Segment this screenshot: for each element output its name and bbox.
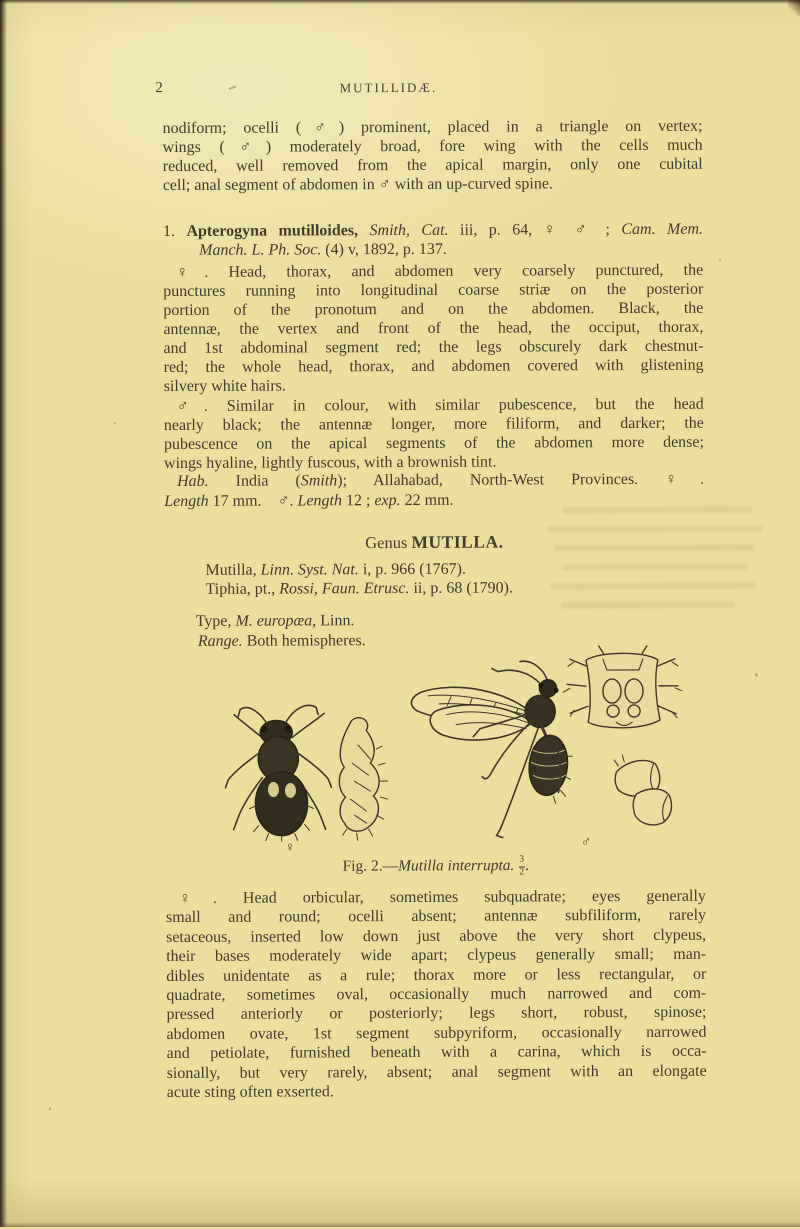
male-description [164, 395, 704, 473]
text-line: small and round; ocelli absent; antennæ subfiliform, rarely [165, 907, 707, 927]
bleed-through-line [562, 563, 747, 570]
text-line: and 1st abdominal segment red; the legs obscurely dark chestnut- [163, 337, 704, 358]
text-line: ♀. Head, thorax, and abdomen very coarsely punctured, the [176, 261, 704, 281]
text-line: ♀. Head orbicular, sometimes subquadrate; eyes generally [178, 887, 706, 907]
abdomen-segments-detail-illustration [614, 755, 671, 825]
figure-caption [166, 855, 706, 879]
caption-scale-fraction: $\frac{3}{2}$ [519, 854, 525, 877]
text-line: silvery white hairs. [163, 377, 286, 396]
synonymy-line: Tiphia, pt., Rossi, Faun. Etrusc. ii, p. 68 (1790). [205, 579, 514, 598]
species-heading [163, 220, 703, 260]
scan-edge-left [0, 0, 7, 1227]
figure-male-label: ♂ [580, 835, 592, 851]
synonymy-line: Mutilla, Linn. Syst. Nat. i, p. 966 (1767). [205, 560, 466, 579]
intro-paragraph [163, 117, 703, 195]
text-line: acute sting often exserted. [166, 1083, 334, 1102]
paper-speck [719, 259, 721, 261]
text-line: sionally, but very rarely, absent; anal segment with an elongate [166, 1062, 707, 1082]
type-line: Type, M. europæa, Linn. [195, 612, 355, 630]
female-lateral-illustration [339, 718, 388, 841]
female-dorsal-illustration [225, 705, 332, 842]
text-line: wings hyaline, lightly fuscous, with a brownish tint. [163, 453, 497, 473]
text-line: Hab. India (Smith); Allahabad, North-West Provinces. ♀. [177, 470, 705, 490]
scan-edge-top [0, 0, 800, 4]
scan-edge-bottom [0, 1222, 800, 1227]
caption-suffix: . [525, 856, 530, 874]
female-description [163, 261, 704, 396]
text-line: nodiform; ocelli (♂) prominent, placed in a triangle on vertex; [162, 117, 703, 138]
running-head-title: MUTILLIDÆ. [339, 79, 438, 96]
text-line: their bases moderately wide apart; clypeus generally small; man- [166, 945, 707, 966]
caption-species-name: Mutilla interrupta. [398, 857, 515, 875]
figure-female-label: ♀ [284, 840, 296, 856]
species-heading-line2: Manch. L. Ph. Soc. (4) v, 1892, p. 137. [199, 240, 447, 259]
caption-prefix: Fig. 2.— [342, 857, 399, 875]
text-line: setaceous, inserted low down just above the very short clypeus, [166, 926, 707, 946]
text-line: punctures running into longitudinal coarse striæ on the posterior [163, 280, 704, 301]
text-line: pubescence on the apical segments of the abdomen more dense; [163, 433, 704, 454]
paper-speck [49, 1108, 51, 1111]
text-line: Length 17 mm. ♂. Length 12 ; exp. 22 mm. [164, 491, 454, 511]
bleed-through-line [561, 602, 736, 609]
text-line: portion of the pronotum and on the abdomen. Black, the [163, 299, 704, 320]
species-heading-line1: 1. Apterogyna mutilloides, Smith, Cat. iii, p. 64, ♀ ♂ ; Cam. Mem. [162, 220, 704, 241]
text-line: pressed anteriorly or posteriorly; legs short, robust, spinose; [166, 1004, 707, 1024]
genus-description [166, 887, 707, 1103]
thorax-dorsal-detail-illustration [563, 646, 682, 728]
text-line: and petiolate, furnished beneath with a carina, which is occa- [166, 1042, 707, 1063]
page-number: 2 [155, 80, 163, 97]
range-line: Range. Both hemispheres. [197, 631, 366, 650]
paper-speck [114, 422, 116, 424]
bleed-through-line [547, 525, 762, 532]
genus-heading-prefix: Genus [365, 532, 412, 553]
male-winged-illustration [411, 661, 572, 838]
habitat-note [164, 470, 704, 512]
bleed-through-line [562, 506, 752, 513]
bleed-through-line [551, 582, 756, 589]
figure-engraving [208, 644, 689, 842]
scan-edge-corner [788, 0, 800, 16]
paper-speck [755, 673, 758, 676]
text-line: wings (♂) moderately broad, fore wing with the cells much [162, 136, 703, 157]
genus-name: MUTILLA. [411, 531, 504, 552]
text-line: nearly black; the antennæ longer, more filiform, and darker; the [163, 414, 704, 435]
text-line: ♂. Similar in colour, with similar pubescence, but the head [176, 395, 704, 415]
text-line: cell; anal segment of abdomen in ♂ with an up-curved spine. [162, 175, 553, 195]
text-line: red; the whole head, thorax, and abdomen covered with glistening [163, 356, 704, 377]
text-line: abdomen ovate, 1st segment subpyriform, occasionally narrowed [166, 1023, 707, 1043]
text-line: antennæ, the vertex and front of the head, the occiput, thorax, [163, 318, 704, 339]
text-line: dibles unidentate as a rule; thorax more or less rectangular, or [166, 965, 707, 985]
bleed-through-line [554, 544, 754, 551]
text-line: reduced, well removed from the apical margin, only one cubital [162, 155, 703, 176]
text-line: quadrate, sometimes oval, occasionally much narrowed and com- [166, 984, 707, 1005]
